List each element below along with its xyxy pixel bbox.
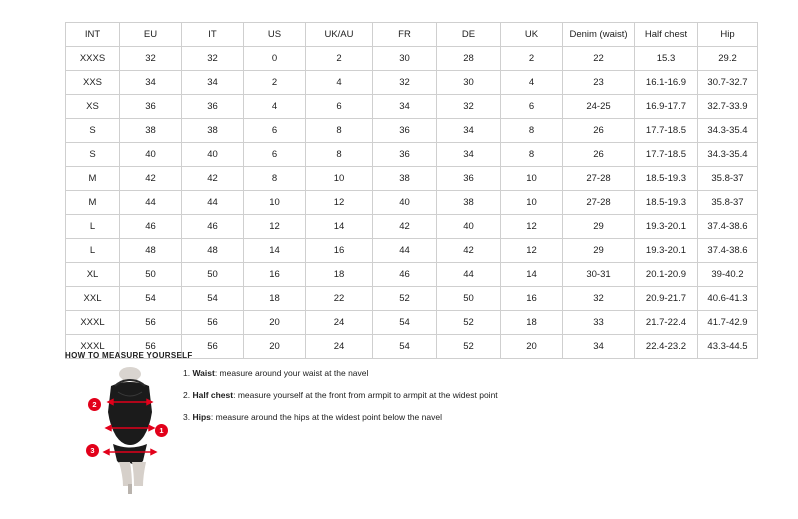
table-cell: 30.7-32.7 — [698, 71, 758, 95]
table-row — [66, 263, 758, 287]
table-cell: 18.5-19.3 — [635, 167, 698, 191]
table-cell: 20 — [501, 335, 563, 359]
table-cell: S — [66, 119, 120, 143]
table-cell: 20.1-20.9 — [635, 263, 698, 287]
table-cell: XXXL — [66, 335, 120, 359]
table-cell: 19.3-20.1 — [635, 239, 698, 263]
measure-step-half-chest — [183, 389, 603, 401]
table-row — [66, 215, 758, 239]
table-cell: 38 — [182, 119, 244, 143]
size-chart-table — [65, 22, 758, 359]
table-cell: 34 — [120, 71, 182, 95]
table-cell: 2 — [501, 47, 563, 71]
table-cell: 10 — [501, 167, 563, 191]
table-cell: 18 — [244, 287, 306, 311]
table-cell: XXS — [66, 71, 120, 95]
table-cell: 18.5-19.3 — [635, 191, 698, 215]
table-cell: XL — [66, 263, 120, 287]
table-cell: 8 — [501, 119, 563, 143]
table-cell: 12 — [244, 215, 306, 239]
measure-badge-waist: 1 — [155, 424, 168, 437]
how-to-measure-title: HOW TO MEASURE YOURSELF — [65, 351, 193, 360]
table-cell: 52 — [373, 287, 437, 311]
table-cell: 2 — [306, 47, 373, 71]
table-cell: 34 — [563, 335, 635, 359]
table-cell: 27-28 — [563, 167, 635, 191]
table-cell: 12 — [306, 191, 373, 215]
table-cell: 38 — [120, 119, 182, 143]
table-cell: 54 — [182, 287, 244, 311]
table-cell: 35.8-37 — [698, 191, 758, 215]
how-to-measure-steps — [183, 367, 603, 433]
table-cell: 39-40.2 — [698, 263, 758, 287]
column-header: INT — [66, 23, 120, 47]
table-cell: 0 — [244, 47, 306, 71]
table-cell: 36 — [120, 95, 182, 119]
table-cell: 40.6-41.3 — [698, 287, 758, 311]
table-cell: 42 — [437, 239, 501, 263]
table-cell: 44 — [373, 239, 437, 263]
table-cell: 38 — [373, 167, 437, 191]
table-cell: 15.3 — [635, 47, 698, 71]
table-cell: S — [66, 143, 120, 167]
table-cell: 17.7-18.5 — [635, 143, 698, 167]
table-row — [66, 143, 758, 167]
step-text: : measure around the hips at the widest point below the navel — [210, 412, 442, 422]
column-header: DE — [437, 23, 501, 47]
table-cell: 34 — [437, 119, 501, 143]
column-header: US — [244, 23, 306, 47]
table-cell: 34.3-35.4 — [698, 119, 758, 143]
table-cell: 52 — [437, 335, 501, 359]
table-cell: 36 — [373, 119, 437, 143]
table-cell: 21.7-22.4 — [635, 311, 698, 335]
table-cell: 16 — [501, 287, 563, 311]
step-text: : measure around your waist at the navel — [214, 368, 369, 378]
table-cell: 32.7-33.9 — [698, 95, 758, 119]
measure-step-waist — [183, 367, 603, 379]
table-cell: 50 — [120, 263, 182, 287]
column-header: UK — [501, 23, 563, 47]
table-cell: 29.2 — [698, 47, 758, 71]
table-row — [66, 167, 758, 191]
table-cell: 30 — [373, 47, 437, 71]
table-cell: 56 — [120, 311, 182, 335]
column-header: Denim (waist) — [563, 23, 635, 47]
column-header: FR — [373, 23, 437, 47]
table-cell: 56 — [182, 311, 244, 335]
table-cell: 19.3-20.1 — [635, 215, 698, 239]
table-cell: 34 — [182, 71, 244, 95]
table-cell: 10 — [306, 167, 373, 191]
table-cell: 46 — [120, 215, 182, 239]
table-cell: 48 — [120, 239, 182, 263]
step-term: Half chest — [192, 390, 234, 400]
table-cell: 16.9-17.7 — [635, 95, 698, 119]
table-cell: 12 — [501, 215, 563, 239]
table-cell: L — [66, 215, 120, 239]
table-cell: XXXL — [66, 311, 120, 335]
table-cell: 38 — [437, 191, 501, 215]
table-cell: 8 — [306, 143, 373, 167]
table-cell: 32 — [373, 71, 437, 95]
table-cell: 36 — [437, 167, 501, 191]
table-cell: XXXS — [66, 47, 120, 71]
column-header: IT — [182, 23, 244, 47]
table-cell: 18 — [306, 263, 373, 287]
table-cell: 16.1-16.9 — [635, 71, 698, 95]
measure-badge-hips: 3 — [86, 444, 99, 457]
table-cell: 16 — [244, 263, 306, 287]
step-number: 3. — [183, 412, 191, 422]
table-cell: 32 — [563, 287, 635, 311]
table-cell: 12 — [501, 239, 563, 263]
table-cell: 50 — [437, 287, 501, 311]
table-cell: 6 — [244, 119, 306, 143]
step-number: 1. — [183, 368, 191, 378]
table-row — [66, 119, 758, 143]
table-cell: 24 — [306, 335, 373, 359]
table-cell: 42 — [182, 167, 244, 191]
table-cell: 20.9-21.7 — [635, 287, 698, 311]
table-cell: 32 — [182, 47, 244, 71]
table-cell: 54 — [373, 311, 437, 335]
table-cell: 40 — [182, 143, 244, 167]
table-cell: 20 — [244, 335, 306, 359]
table-cell: 46 — [373, 263, 437, 287]
table-cell: 8 — [501, 143, 563, 167]
column-header: UK/AU — [306, 23, 373, 47]
table-row — [66, 95, 758, 119]
table-cell: 2 — [244, 71, 306, 95]
table-cell: 56 — [120, 335, 182, 359]
column-header: EU — [120, 23, 182, 47]
table-cell: 24 — [306, 311, 373, 335]
table-cell: M — [66, 167, 120, 191]
table-cell: 32 — [120, 47, 182, 71]
table-cell: 41.7-42.9 — [698, 311, 758, 335]
table-cell: 18 — [501, 311, 563, 335]
table-cell: 10 — [501, 191, 563, 215]
table-cell: 32 — [437, 95, 501, 119]
table-row — [66, 71, 758, 95]
column-header: Hip — [698, 23, 758, 47]
table-cell: 8 — [244, 167, 306, 191]
table-cell: XXL — [66, 287, 120, 311]
table-cell: 30 — [437, 71, 501, 95]
table-cell: 37.4-38.6 — [698, 215, 758, 239]
table-cell: 42 — [373, 215, 437, 239]
step-text: : measure yourself at the front from armpit to armpit at the widest point — [233, 390, 498, 400]
table-row — [66, 311, 758, 335]
table-cell: 24-25 — [563, 95, 635, 119]
table-cell: 36 — [182, 95, 244, 119]
table-cell: 14 — [244, 239, 306, 263]
table-cell: 43.3-44.5 — [698, 335, 758, 359]
table-cell: 50 — [182, 263, 244, 287]
table-cell: 28 — [437, 47, 501, 71]
table-cell: 44 — [120, 191, 182, 215]
measure-step-hips — [183, 411, 603, 423]
table-cell: 22 — [563, 47, 635, 71]
table-cell: 14 — [501, 263, 563, 287]
table-cell: 36 — [373, 143, 437, 167]
table-cell: 10 — [244, 191, 306, 215]
table-row — [66, 287, 758, 311]
table-cell: 54 — [373, 335, 437, 359]
column-header: Half chest — [635, 23, 698, 47]
table-cell: 4 — [244, 95, 306, 119]
size-chart-table-container — [65, 22, 748, 359]
step-number: 2. — [183, 390, 191, 400]
table-cell: 26 — [563, 143, 635, 167]
table-cell: 4 — [306, 71, 373, 95]
step-term: Waist — [192, 368, 215, 378]
table-header-row — [66, 23, 758, 47]
table-cell: 23 — [563, 71, 635, 95]
table-cell: 40 — [437, 215, 501, 239]
table-cell: 14 — [306, 215, 373, 239]
table-cell: 30-31 — [563, 263, 635, 287]
table-cell: 6 — [244, 143, 306, 167]
table-cell: 29 — [563, 215, 635, 239]
table-cell: 34 — [437, 143, 501, 167]
table-cell: 6 — [501, 95, 563, 119]
table-cell: 26 — [563, 119, 635, 143]
table-row — [66, 239, 758, 263]
table-cell: 27-28 — [563, 191, 635, 215]
table-cell: 52 — [437, 311, 501, 335]
table-cell: XS — [66, 95, 120, 119]
table-cell: 44 — [182, 191, 244, 215]
table-cell: 35.8-37 — [698, 167, 758, 191]
table-cell: 48 — [182, 239, 244, 263]
table-cell: 16 — [306, 239, 373, 263]
table-cell: 37.4-38.6 — [698, 239, 758, 263]
table-cell: 46 — [182, 215, 244, 239]
table-cell: 54 — [120, 287, 182, 311]
table-cell: 44 — [437, 263, 501, 287]
measure-badge-half-chest: 2 — [88, 398, 101, 411]
table-cell: 42 — [120, 167, 182, 191]
table-cell: 29 — [563, 239, 635, 263]
table-cell: 34 — [373, 95, 437, 119]
table-cell: L — [66, 239, 120, 263]
table-cell: 4 — [501, 71, 563, 95]
table-cell: 22 — [306, 287, 373, 311]
table-cell: 20 — [244, 311, 306, 335]
table-cell: M — [66, 191, 120, 215]
table-cell: 34.3-35.4 — [698, 143, 758, 167]
table-cell: 33 — [563, 311, 635, 335]
table-cell: 8 — [306, 119, 373, 143]
table-row — [66, 191, 758, 215]
step-term: Hips — [192, 412, 211, 422]
table-cell: 22.4-23.2 — [635, 335, 698, 359]
table-cell: 6 — [306, 95, 373, 119]
table-cell: 56 — [182, 335, 244, 359]
table-cell: 40 — [373, 191, 437, 215]
table-cell: 17.7-18.5 — [635, 119, 698, 143]
table-cell: 40 — [120, 143, 182, 167]
table-row — [66, 47, 758, 71]
